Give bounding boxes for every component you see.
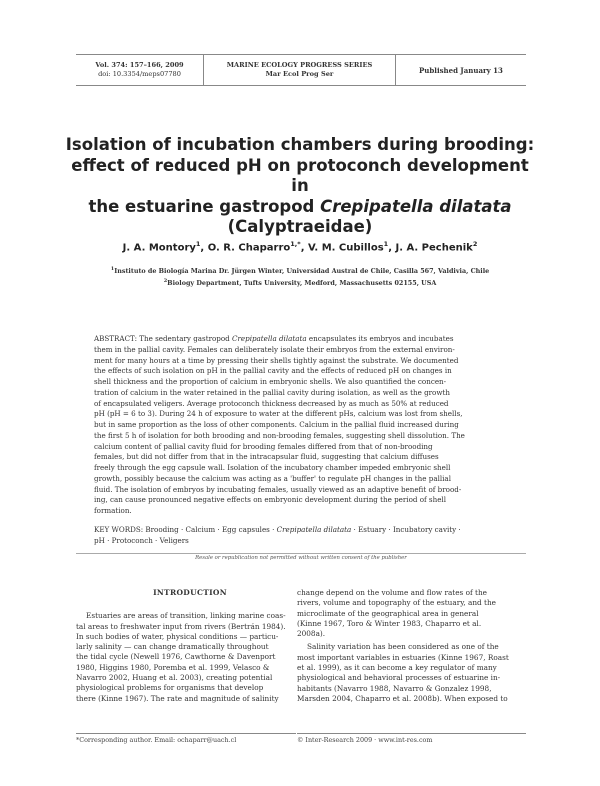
abstract-line: ment for many hours at a time by pressing their shells tightly against the substrate. We documented xyxy=(94,355,459,365)
journal-abbreviation: Mar Ecol Prog Ser xyxy=(265,70,334,78)
abstract-line: growth, possibly because the calcium was acting as a 'buffer' to regulate pH changes in the pallial xyxy=(94,473,451,483)
title-line-1: Isolation of incubation chambers during brooding: xyxy=(65,135,535,154)
body-line: Estuaries are areas of transition, linking marine coas- xyxy=(86,611,286,621)
affiliation-1: $^1$Instituto de Biología Marina Dr. Jürgen Winter, Universidad Austral de Chile, Casilla 567, Valdivia, Chile xyxy=(110,266,490,276)
journal-header xyxy=(76,54,526,86)
body-line: change depend on the volume and flow rates of the xyxy=(297,588,487,597)
abstract-line: of encapsulated veligers. Average protoconch thickness decreased by as much as 50% at reduced xyxy=(94,398,449,408)
abstract-line: ing, can cause pronounced negative effects on embryonic development during the period of shell xyxy=(94,495,446,505)
keywords-line-2: pH · Protoconch · Veligers xyxy=(94,535,189,545)
body-line: most important variables in estuaries (Kinne 1967, Roast xyxy=(297,652,509,662)
abstract-line: freely through the egg capsule wall. Isolation of the incubatory chamber impeded embryonic shell xyxy=(94,463,451,472)
title-line-2: effect of reduced pH on protoconch development in xyxy=(71,155,529,195)
body-line: habitants (Navarro 1988, Navarro & Gonzalez 1998, xyxy=(297,683,492,693)
abstract-line: fluid. The isolation of embryos by incubating females, usually viewed as an adaptive benefit of brood- xyxy=(94,484,462,494)
paper-title xyxy=(60,135,540,238)
abstract-line: tration of calcium in the water retained in the pallial cavity during isolation, as well as the growth xyxy=(94,387,450,397)
published-date: Published January 13 xyxy=(419,65,503,75)
journal-cell xyxy=(204,55,396,85)
author-1: J. A. Montory xyxy=(122,242,196,254)
body-line: rivers, volume and topography of the estuary, and the xyxy=(297,598,496,608)
affiliations xyxy=(60,265,540,288)
author-4: J. A. Pechenik xyxy=(395,242,473,254)
body-line: there (Kinne 1967). The rate and magnitude of salinity xyxy=(76,693,279,703)
body-line: larly salinity — can change dramatically throughout xyxy=(76,642,269,652)
introduction-text-right-p2 xyxy=(297,642,525,704)
body-line: (Kinne 1967, Toro & Winter 1983, Chaparro et al. xyxy=(297,618,482,628)
body-line: microclimate of the geographical area in general xyxy=(297,608,479,618)
body-line: et al. 1999), as it can become a key regulator of many xyxy=(297,663,497,673)
abstract-line: shell thickness and the proportion of calcium in embryonic shells. We also quantified the concen- xyxy=(94,377,447,386)
abstract-line: but in same proportion as the loss of other components. Calcium in the pallial fluid increased during xyxy=(94,420,459,429)
abstract-line: formation. xyxy=(94,506,132,515)
affiliation-2: $^2$Biology Department, Tufts University, Medford, Massachusetts 02155, USA xyxy=(163,277,437,287)
keywords xyxy=(94,525,508,547)
body-line: tal areas to freshwater input from rivers (Bertrán 1984). xyxy=(76,621,286,631)
body-line: physiological and behavioral processes of estuarine in- xyxy=(297,673,501,683)
column-left xyxy=(76,588,304,704)
body-line: Navarro 2002, Huang et al. 2003), creating potential xyxy=(76,673,273,683)
abstract-line: ABSTRACT: The sedentary gastropod Crepipatella dilatata encapsulates its embryos and incubates xyxy=(94,334,454,343)
body-line: the tidal cycle (Newell 1976, Cawthorne & Davenport xyxy=(76,652,276,662)
title-line-3-prefix: the estuarine gastropod xyxy=(88,196,321,216)
abstract-line: females, but did not differ from that in the intracapsular fluid, suggesting that calcium diffuses xyxy=(94,452,439,462)
author-1-affil: 1 xyxy=(195,240,201,248)
column-right xyxy=(297,588,525,704)
author-3-affil: 1 xyxy=(383,240,389,248)
abstract-line: the effects of such isolation on pH in the pallial cavity and the effects of reduced pH on changes in xyxy=(94,366,452,376)
body-line: Marsden 2004, Chaparro et al. 2008b). When exposed to xyxy=(297,693,508,703)
author-2: O. R. Chaparro xyxy=(207,242,291,254)
resale-notice: Resale or republication not permitted without written consent of the publisher xyxy=(76,553,526,561)
abstract-line: the first 5 h of isolation for both brooding and non-brooding females, suggesting shell dissolution. The xyxy=(94,430,465,440)
volume-cell xyxy=(76,55,204,85)
abstract xyxy=(94,334,508,517)
abstract-line: pH (pH = 6 to 3). During 24 h of exposure to water at the different pHs, calcium was lost from shells, xyxy=(94,409,463,419)
corresponding-author-note: *Corresponding author. Email: ochaparr@uach.cl xyxy=(76,733,296,744)
published-cell xyxy=(396,55,526,85)
keywords-line-1: KEY WORDS: Brooding · Calcium · Egg capsules · Crepipatella dilatata · Estuary · Incubatory cavity · xyxy=(94,525,461,534)
title-line-4: (Calyptraeidae) xyxy=(227,217,373,236)
author-list: J. A. Montory$^1$, O. R. Chaparro$^{1,*}$, V. M. Cubillos$^1$, J. A. Pechenik$^2$ xyxy=(122,240,478,254)
body-line: physiological problems for organisms that develop xyxy=(76,683,264,693)
author-4-affil: 2 xyxy=(472,240,478,248)
body-line: 1980, Higgins 1980, Poremba et al. 1999, Velasco & xyxy=(76,662,270,672)
keyword-species: Crepipatella dilatata xyxy=(276,525,352,534)
title-species: Crepipatella dilatata xyxy=(320,196,512,216)
author-3: V. M. Cubillos xyxy=(307,242,384,254)
journal-name: MARINE ECOLOGY PROGRESS SERIES xyxy=(226,61,373,69)
introduction-text-left xyxy=(76,611,304,704)
doi[interactable]: doi: 10.3354/meps07780 xyxy=(98,70,181,78)
introduction-text-right-p1 xyxy=(297,588,525,639)
title-line-3 xyxy=(60,197,540,218)
section-heading-introduction: INTRODUCTION xyxy=(153,588,227,597)
volume-info: Vol. 374: 157–166, 2009 xyxy=(95,61,184,69)
corresponding-star: * xyxy=(297,240,301,248)
body-line: Salinity variation has been considered as one of the xyxy=(307,642,499,652)
copyright: © Inter-Research 2009 · www.int-res.com xyxy=(297,733,526,744)
author-2-affil: 1,* xyxy=(290,240,301,248)
abstract-line: them in the pallial cavity. Females can deliberately isolate their embryos from the external environ- xyxy=(94,344,455,354)
body-line: In such bodies of water, physical conditions — particu- xyxy=(76,631,279,641)
abstract-line: calcium content of pallial cavity fluid for brooding females differed from that of non-brooding xyxy=(94,441,433,451)
body-line: 2008a). xyxy=(297,629,326,639)
